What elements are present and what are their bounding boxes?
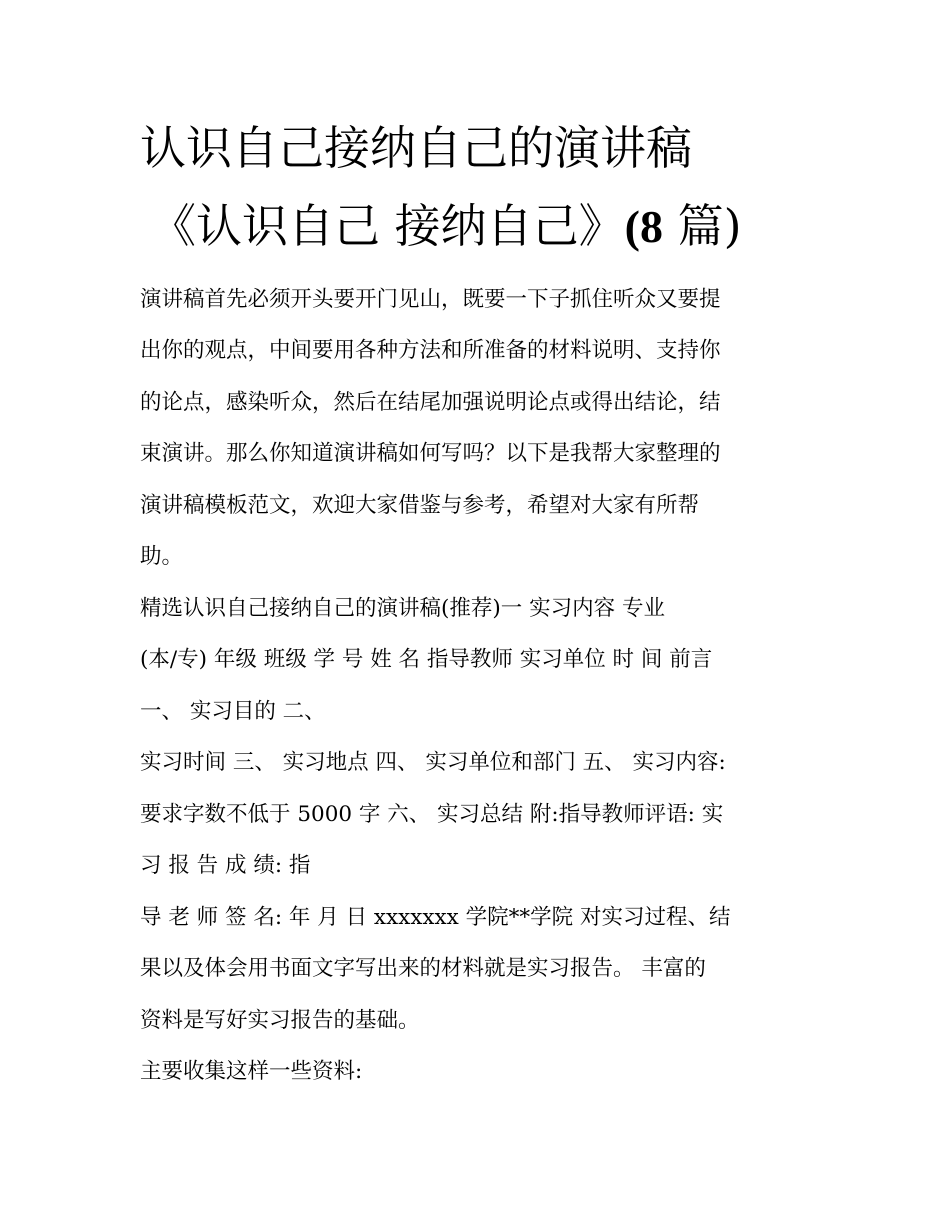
body-line-2: 出你的观点，中间要用各种方法和所准备的材料说明、支持你 [140, 338, 721, 363]
body-line-5: 演讲稿模板范文，欢迎大家借鉴与参考，希望对大家有所帮 [140, 493, 700, 518]
body-line-13: 导 老 师 签 名: 年 月 日 xxxxxxx 学院**学院 对实习过程、结 [140, 905, 731, 930]
body-line-12: 习 报 告 成 绩: 指 [140, 853, 311, 878]
title-count-suffix: 篇) [662, 199, 742, 253]
body-line-6: 助。 [140, 544, 184, 569]
title-subtitle-text: 《认识自己 接纳自己》 [150, 199, 625, 253]
body-line-3: 的论点，感染听众，然后在结尾加强说明论点或得出结论，结 [140, 390, 721, 415]
document-title-line1: 认识自己接纳自己的演讲稿 [140, 121, 692, 175]
body-line-14: 果以及体会用书面文字写出来的材料就是实习报告。 丰富的 [140, 956, 706, 981]
body-line-4: 束演讲。那么你知道演讲稿如何写吗？以下是我帮大家整理的 [140, 441, 721, 466]
body-line-1: 演讲稿首先必须开头要开门见山，既要一下子抓住听众又要提 [140, 287, 721, 312]
body-line-11: 要求字数不低于 5000 字 六、 实习总结 附:指导教师评语: 实 [140, 802, 724, 827]
body-line-16: 主要收集这样一些资料: [140, 1059, 363, 1084]
title-count-number: (8 [624, 201, 663, 252]
body-line-8: (本/专) 年级 班级 学 号 姓 名 指导教师 实习单位 时 间 前言 [140, 647, 713, 672]
body-line-7: 精选认识自己接纳自己的演讲稿(推荐)一 实习内容 专业 [140, 596, 665, 621]
body-line-15: 资料是写好实习报告的基础。 [140, 1008, 420, 1033]
body-line-10: 实习时间 三、 实习地点 四、 实习单位和部门 五、 实习内容: [140, 750, 726, 775]
document-title-line2 [150, 196, 850, 257]
body-line-9: 一、 实习目的 二、 [140, 699, 326, 724]
